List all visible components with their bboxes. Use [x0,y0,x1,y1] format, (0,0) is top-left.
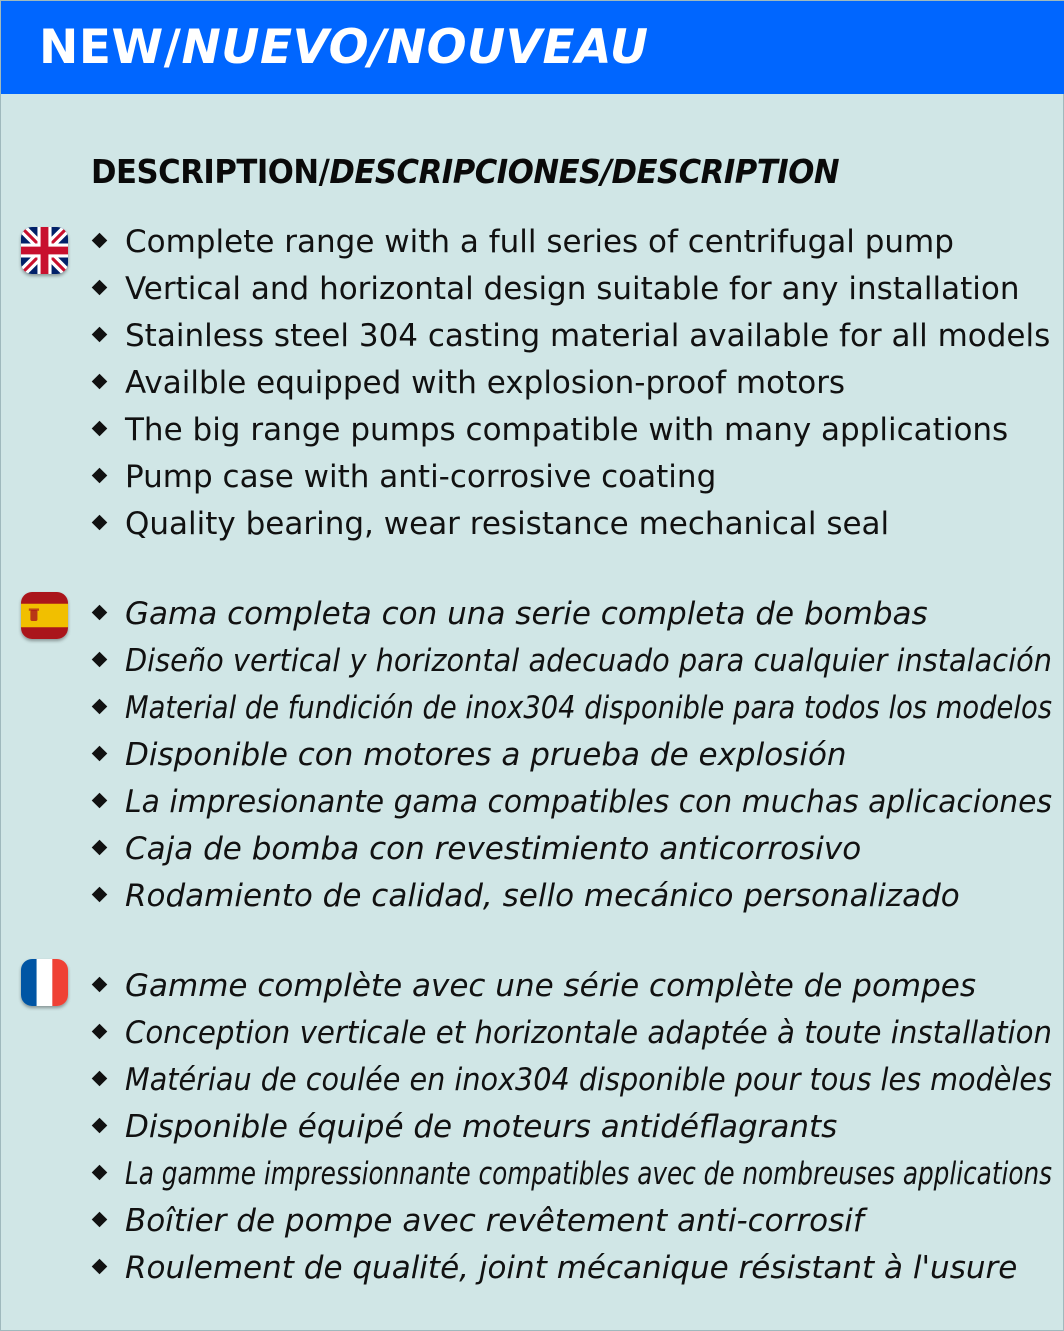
description-heading [91,149,839,195]
diamond-bullet-icon [92,233,108,249]
uk-flag-icon [21,227,68,274]
diamond-bullet-icon [92,327,108,343]
heading-spanish-french: DESCRIPCIONES/DESCRIPTION [329,152,840,191]
diamond-bullet-icon [92,374,108,390]
title-banner [1,1,1064,94]
diamond-bullet-icon [92,1259,108,1275]
heading-english: DESCRIPTION/ [91,152,330,191]
diamond-bullet-icon [92,746,108,762]
diamond-bullet-icon [92,699,108,715]
diamond-bullet-icon [92,793,108,809]
spec-sheet: NEW/NUEVO/NOUVEAU DESCRIPTION/DESCRIPCIONES/DESCRIPTION Complete range with a full series of centrifugal pump Vertical and horizontal design suitable for any installation Stainless steel 304 casting material available for all models Availble equipped with explosion-proof motors The big range pumps compatible with many applications Pump case with anti-corrosive coating Quality bearing, wear resistance mechanical seal Gama completa con una serie completa de bombas Diseño vertical y horizontal adecuado para cualquier instalación Material de fundición de inox304 disponible para todos los modelos Disponible con motores a prueba de explosión La impresionante gama compatibles con muchas aplicaciones Caja de bomba con revestimiento anticorrosivo Rodamiento de calidad, sello mecánico personalizado Gamme complète avec une série complète de pompes Conception verticale et horizontale adaptée à toute installation Matériau de coulée en inox304 disponible pour tous les modèles Disponible équipé de moteurs antidéflagrants La gamme impressionnante compatibles avec de nombreuses applications Boîtier de pompe avec revêtement anti-corrosif Roulement de qualité, joint mécanique résistant à l'usure [0,0,1064,1331]
diamond-bullet-icon [92,468,108,484]
diamond-bullet-icon [92,515,108,531]
spain-flag-icon [21,592,68,639]
diamond-bullet-icon [92,1024,108,1040]
banner-title-new: NEW/ [39,20,182,75]
banner-title-nuevo-nouveau: NUEVO/NOUVEAU [181,20,649,75]
banner-title [39,19,649,77]
diamond-bullet-icon [92,652,108,668]
diamond-bullet-icon [92,1212,108,1228]
diamond-bullet-icon [92,280,108,296]
diamond-bullet-icon [92,840,108,856]
diamond-bullet-icon [92,1118,108,1134]
diamond-bullet-icon [92,887,108,903]
france-flag-icon [21,959,68,1006]
diamond-bullet-icon [92,977,108,993]
diamond-bullet-icon [92,421,108,437]
diamond-bullet-icon [92,605,108,621]
diamond-bullet-icon [92,1165,108,1181]
diamond-bullet-icon [92,1071,108,1087]
